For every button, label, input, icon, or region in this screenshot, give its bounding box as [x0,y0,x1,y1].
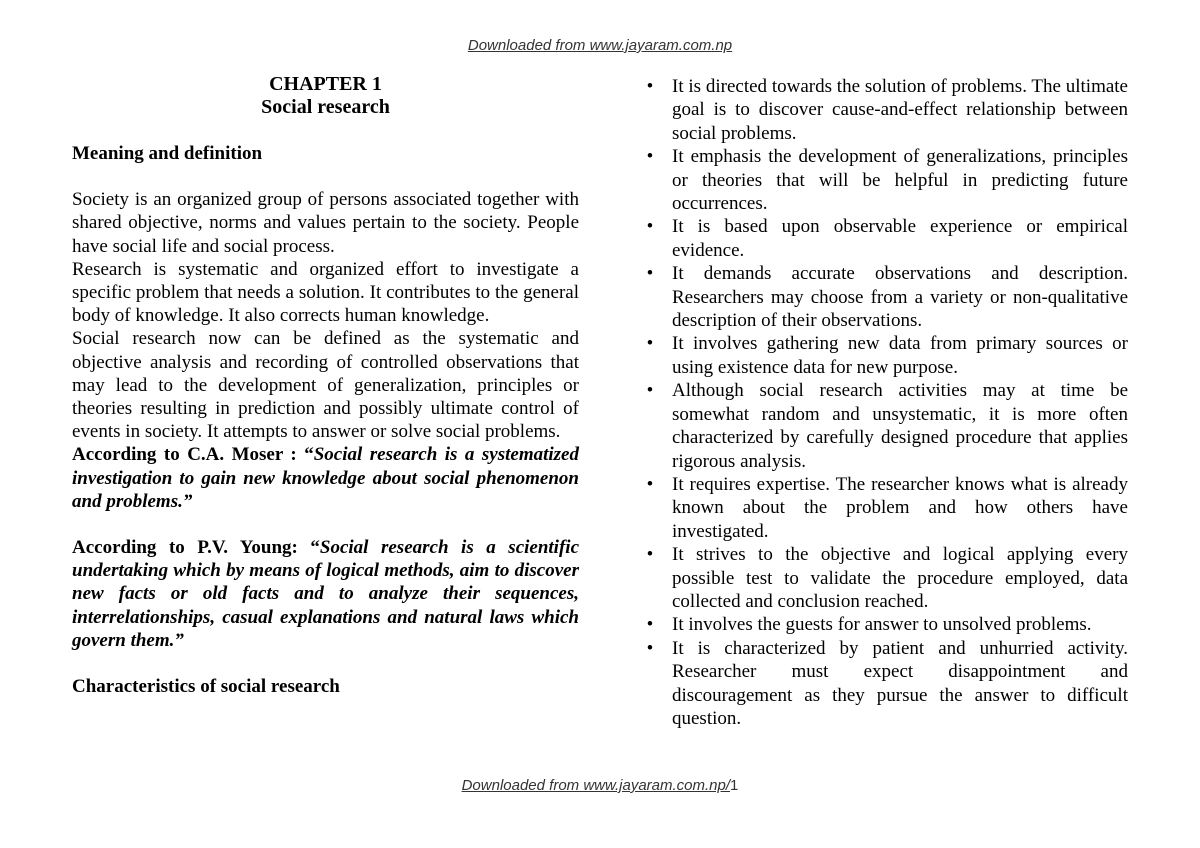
list-item-text: It emphasis the development of generalizations, principles or theories that will be helpful in predicting future occurrences. [672,146,1128,215]
list-item [643,473,1128,543]
chapter-title: Social research [261,96,390,118]
list-item [643,379,1128,473]
list-item-text: It is directed towards the solution of problems. The ultimate goal is to discover cause-and-effect relationship between social problems. [672,76,1128,144]
list-item-text: It demands accurate observations and description. Researchers may choose from a variety or non-qualitative description of their observations. [672,263,1128,332]
bullet-icon: • [646,146,654,168]
list-item [643,613,1128,636]
bullet-icon: • [646,544,654,566]
header-source-link[interactable] [0,37,1200,54]
list-item [643,215,1128,262]
list-item [643,637,1128,731]
bullet-icon: • [646,380,654,402]
bullet-icon: • [646,76,654,97]
paragraph-social-research: Social research now can be defined as the systematic and objective analysis and recording of controlled observations that may lead to the development of generalization, principles or theories resulting in prediction and possibly ultimate control of events in society. It attempts to answer or solve social problems. [72,328,579,443]
list-item-text: It is based upon observable experience or empirical evidence. [672,216,1128,261]
quote-young [72,536,579,652]
quote-moser-lead: According to C.A. Moser : “ [72,444,314,466]
right-column [643,75,1128,730]
footer [0,777,1200,794]
quote-young-lead: According to P.V. Young: “ [72,537,320,559]
list-item [643,262,1128,332]
footer-source-link[interactable]: Downloaded from www.jayaram.com.np/ [461,777,731,794]
list-item-text: It requires expertise. The researcher knows what is already known about the problem and how others have investigated. [672,473,1128,542]
list-item-text: Although social research activities may at time be somewhat random and unsystematic, it is more often characterized by carefully designed procedure that applies rigorous analysis. [672,380,1128,472]
list-item [643,145,1128,215]
paragraph-research: Research is systematic and organized effort to investigate a specific problem that needs a solution. It contributes to the general body of knowledge. It also corrects human knowledge. [72,258,579,327]
list-item-text: It is characterized by patient and unhurried activity. Researcher must expect disappointment and discouragement as they pursue the answer to difficult question. [672,637,1128,729]
bullet-icon: • [646,473,654,495]
bullet-icon: • [646,216,654,238]
bullet-icon: • [646,263,654,285]
list-item [643,543,1128,613]
left-column [72,73,579,698]
bullet-icon: • [646,614,654,636]
bullet-icon: • [646,333,654,355]
list-item [643,332,1128,379]
characteristics-list [643,75,1128,730]
quote-moser [72,443,579,513]
chapter-label: CHAPTER 1 [269,73,382,95]
list-item [643,75,1128,145]
list-item-text: It strives to the objective and logical applying every possible test to validate the procedure employed, data collected and conclusion reached. [672,544,1128,612]
header-source-link-text[interactable]: Downloaded from www.jayaram.com.np [467,37,733,54]
bullet-icon: • [646,637,654,659]
list-item-text: It involves the guests for answer to unsolved problems. [672,614,1092,636]
list-item-text: It involves gathering new data from primary sources or using existence data for new purpose. [672,333,1128,378]
page-number: 1 [730,777,739,794]
characteristics-heading: Characteristics of social research [72,676,340,698]
section-heading-meaning: Meaning and definition [72,143,263,164]
paragraph-society: Society is an organized group of persons associated together with shared objective, norms and values pertain to the society. People have social life and social process. [72,189,579,257]
quote-moser-text: Social research is a systematized investigation to gain new knowledge about social phenomenon and problems.” [72,444,579,512]
quote-young-text: Social research is a scientific undertaking which by means of logical methods, aim to discover new facts or old facts and to analyze their sequences, interrelationships, casual explanations and natural laws which govern them.” [72,537,579,651]
